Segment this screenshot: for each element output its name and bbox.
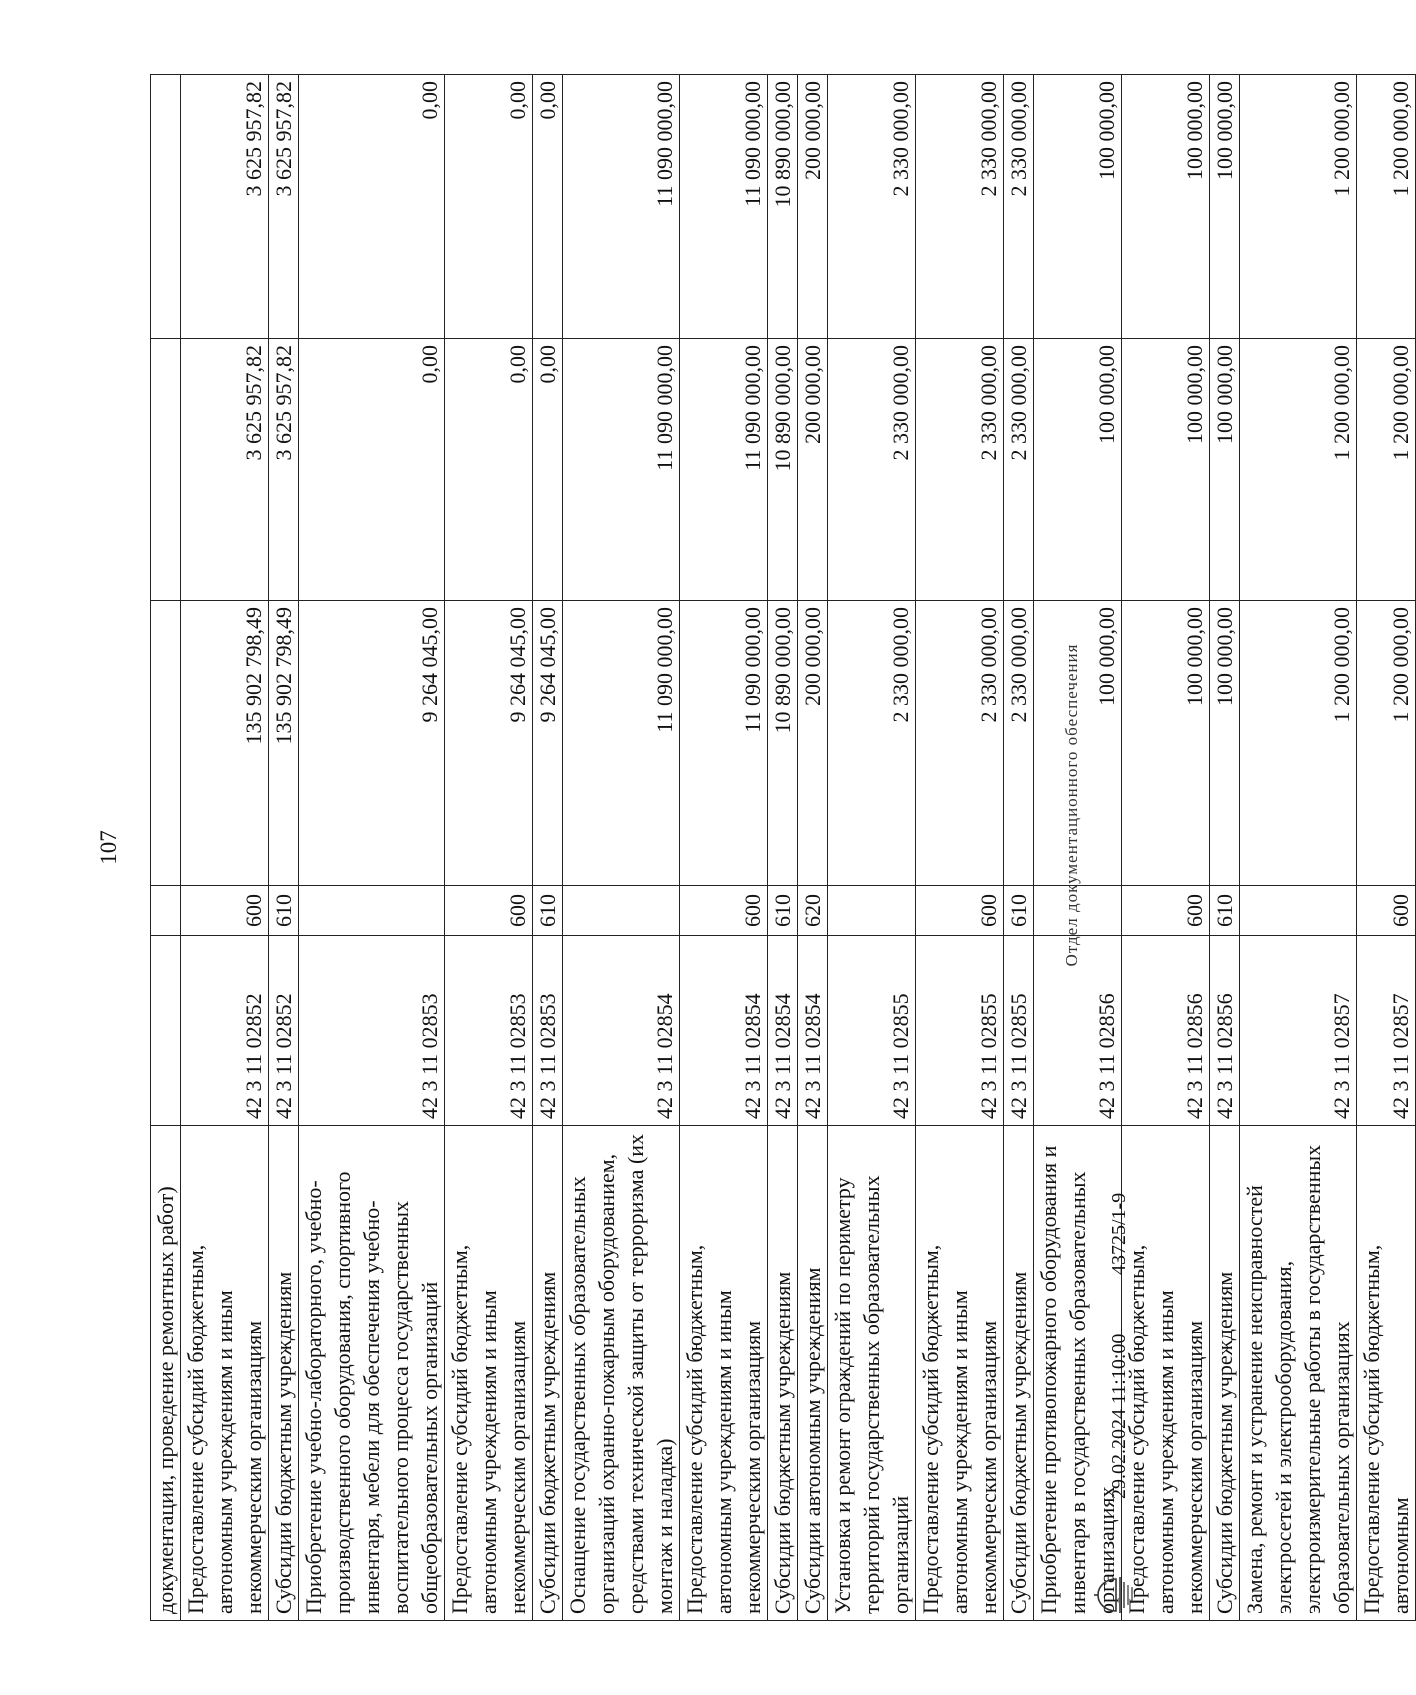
table-row bbox=[798, 75, 828, 1621]
row-amount-2: 2 330 000,00 bbox=[828, 339, 916, 601]
row-amount-3: 0,00 bbox=[299, 75, 445, 339]
row-description: Предоставление субсидий бюджетным, автономным учреждениям и иным некоммерческим организациям bbox=[445, 1126, 533, 1621]
row-description: Приобретение учебно-лабораторного, учебно-производственного оборудования, спортивного инвентаря, мебели для обеспечения учебно-воспитательного процесса государственных общеобразовательных организаций bbox=[299, 1126, 445, 1621]
row-amount-1: 200 000,00 bbox=[798, 601, 828, 886]
row-code: 42 3 11 02852 bbox=[269, 936, 299, 1126]
table-row bbox=[768, 75, 798, 1621]
row-amount-3: 2 330 000,00 bbox=[1004, 75, 1034, 339]
table-row bbox=[1122, 75, 1210, 1621]
budget-table-body bbox=[151, 75, 1416, 1621]
row-vr: 610 bbox=[1210, 886, 1240, 936]
row-amount-1: 10 890 000,00 bbox=[768, 601, 798, 886]
row-amount-2: 11 090 000,00 bbox=[563, 339, 680, 601]
row-amount-1: 100 000,00 bbox=[1122, 601, 1210, 886]
row-amount-1: 9 264 045,00 bbox=[533, 601, 563, 886]
row-vr: 600 bbox=[445, 886, 533, 936]
row-amount-1: 100 000,00 bbox=[1210, 601, 1240, 886]
table-row bbox=[563, 75, 680, 1621]
row-amount-2: 1 200 000,00 bbox=[1357, 339, 1416, 601]
row-amount-2: 100 000,00 bbox=[1210, 339, 1240, 601]
duma-emblem-icon bbox=[1092, 1573, 1136, 1617]
row-amount-3: 11 090 000,00 bbox=[680, 75, 768, 339]
row-code: 42 3 11 02853 bbox=[533, 936, 563, 1126]
row-vr bbox=[299, 886, 445, 936]
row-vr: 600 bbox=[916, 886, 1004, 936]
row-amount-3: 0,00 bbox=[445, 75, 533, 339]
table-row bbox=[1210, 75, 1240, 1621]
row-code: 42 3 11 02857 bbox=[1240, 936, 1357, 1126]
table-row bbox=[299, 75, 445, 1621]
row-amount-3: 200 000,00 bbox=[798, 75, 828, 339]
row-amount-2: 2 330 000,00 bbox=[916, 339, 1004, 601]
table-row bbox=[1357, 75, 1416, 1621]
row-amount-2: 11 090 000,00 bbox=[680, 339, 768, 601]
row-vr: 610 bbox=[533, 886, 563, 936]
row-code: 42 3 11 02852 bbox=[181, 936, 269, 1126]
row-description: Предоставление субсидий бюджетным, автономным bbox=[1357, 1126, 1416, 1621]
row-vr bbox=[1240, 886, 1357, 936]
row-amount-1: 135 902 798,49 bbox=[181, 601, 269, 886]
row-description: Приобретение противопожарного оборудования и инвентаря в государственных образовательных организациях bbox=[1034, 1126, 1122, 1621]
row-vr: 600 bbox=[181, 886, 269, 936]
row-amount-1: 11 090 000,00 bbox=[563, 601, 680, 886]
row-amount-2: 10 890 000,00 bbox=[768, 339, 798, 601]
row-vr: 610 bbox=[1004, 886, 1034, 936]
row-code: 42 3 11 02853 bbox=[299, 936, 445, 1126]
row-amount-2 bbox=[151, 339, 181, 601]
budget-table bbox=[150, 74, 1416, 1621]
row-amount-3: 100 000,00 bbox=[1122, 75, 1210, 339]
row-amount-2: 200 000,00 bbox=[798, 339, 828, 601]
row-code: 42 3 11 02856 bbox=[1122, 936, 1210, 1126]
table-row bbox=[151, 75, 181, 1621]
row-amount-2: 0,00 bbox=[299, 339, 445, 601]
table-row bbox=[828, 75, 916, 1621]
row-vr bbox=[563, 886, 680, 936]
row-amount-3: 3 625 957,82 bbox=[181, 75, 269, 339]
row-vr: 610 bbox=[768, 886, 798, 936]
row-description: Замена, ремонт и устранение неисправностей электросетей и электрооборудования, электроизмерительные работы в государственных образовательных организациях bbox=[1240, 1126, 1357, 1621]
row-description: Установка и ремонт ограждений по периметру территорий государственных образовательных организаций bbox=[828, 1126, 916, 1621]
row-amount-2: 3 625 957,82 bbox=[181, 339, 269, 601]
row-amount-3: 2 330 000,00 bbox=[828, 75, 916, 339]
row-description: Субсидии бюджетным учреждениям bbox=[1004, 1126, 1034, 1621]
row-amount-1: 9 264 045,00 bbox=[445, 601, 533, 886]
row-amount-3: 2 330 000,00 bbox=[916, 75, 1004, 339]
row-amount-2: 3 625 957,82 bbox=[269, 339, 299, 601]
row-amount-2: 0,00 bbox=[445, 339, 533, 601]
row-code: 42 3 11 02855 bbox=[1004, 936, 1034, 1126]
row-vr: 600 bbox=[680, 886, 768, 936]
page-number: 107 bbox=[96, 830, 121, 865]
row-code: 42 3 11 02857 bbox=[1357, 936, 1416, 1126]
table-row bbox=[1004, 75, 1034, 1621]
row-description: Субсидии бюджетным учреждениям bbox=[533, 1126, 563, 1621]
row-code: 42 3 11 02854 bbox=[563, 936, 680, 1126]
row-amount-1: 11 090 000,00 bbox=[680, 601, 768, 886]
row-description: Оснащение государственных образовательных организаций охранно-пожарным оборудованием, средствами технической защиты от терроризма (их монтаж и наладка) bbox=[563, 1126, 680, 1621]
row-amount-1: 1 200 000,00 bbox=[1357, 601, 1416, 886]
row-code: 42 3 11 02856 bbox=[1210, 936, 1240, 1126]
row-description: Предоставление субсидий бюджетным, автономным учреждениям и иным некоммерческим организациям bbox=[916, 1126, 1004, 1621]
row-description: Предоставление субсидий бюджетным, автономным учреждениям и иным некоммерческим организациям bbox=[680, 1126, 768, 1621]
table-row bbox=[916, 75, 1004, 1621]
row-vr: 610 bbox=[269, 886, 299, 936]
row-amount-3 bbox=[151, 75, 181, 339]
footer-doc-number: 43725/1-9 bbox=[1108, 1192, 1130, 1275]
footer-date: 29.02.2024 11:10:00 bbox=[1108, 1333, 1130, 1499]
row-amount-1: 2 330 000,00 bbox=[916, 601, 1004, 886]
row-amount-3: 100 000,00 bbox=[1210, 75, 1240, 339]
row-code: 42 3 11 02854 bbox=[768, 936, 798, 1126]
table-row bbox=[269, 75, 299, 1621]
table-row bbox=[1240, 75, 1357, 1621]
row-description: Предоставление субсидий бюджетным, автономным учреждениям и иным некоммерческим организациям bbox=[1122, 1126, 1210, 1621]
row-amount-1: 135 902 798,49 bbox=[269, 601, 299, 886]
row-code: 42 3 11 02855 bbox=[828, 936, 916, 1126]
row-amount-3: 0,00 bbox=[533, 75, 563, 339]
table-row bbox=[680, 75, 768, 1621]
row-amount-3: 1 200 000,00 bbox=[1240, 75, 1357, 339]
row-description: Предоставление субсидий бюджетным, автономным учреждениям и иным некоммерческим организациям bbox=[181, 1126, 269, 1621]
row-code: 42 3 11 02854 bbox=[798, 936, 828, 1126]
row-amount-1 bbox=[151, 601, 181, 886]
row-amount-1: 100 000,00 bbox=[1034, 601, 1122, 886]
row-amount-2: 1 200 000,00 bbox=[1240, 339, 1357, 601]
row-amount-1: 2 330 000,00 bbox=[1004, 601, 1034, 886]
row-code bbox=[151, 936, 181, 1126]
row-description: документации, проведение ремонтных работ) bbox=[151, 1126, 181, 1621]
row-amount-3: 3 625 957,82 bbox=[269, 75, 299, 339]
table-row bbox=[181, 75, 269, 1621]
row-amount-1: 2 330 000,00 bbox=[828, 601, 916, 886]
row-amount-3: 1 200 000,00 bbox=[1357, 75, 1416, 339]
row-code: 42 3 11 02856 bbox=[1034, 936, 1122, 1126]
row-amount-2: 2 330 000,00 bbox=[1004, 339, 1034, 601]
row-code: 42 3 11 02855 bbox=[916, 936, 1004, 1126]
row-vr: 600 bbox=[1122, 886, 1210, 936]
row-amount-1: 9 264 045,00 bbox=[299, 601, 445, 886]
row-amount-3: 10 890 000,00 bbox=[768, 75, 798, 339]
row-amount-3: 100 000,00 bbox=[1034, 75, 1122, 339]
row-amount-3: 11 090 000,00 bbox=[563, 75, 680, 339]
row-vr bbox=[151, 886, 181, 936]
row-vr bbox=[828, 886, 916, 936]
row-amount-2: 0,00 bbox=[533, 339, 563, 601]
row-vr: 600 bbox=[1357, 886, 1416, 936]
table-row bbox=[445, 75, 533, 1621]
row-amount-2: 100 000,00 bbox=[1034, 339, 1122, 601]
row-code: 42 3 11 02853 bbox=[445, 936, 533, 1126]
row-description: Субсидии автономным учреждениям bbox=[798, 1126, 828, 1621]
row-amount-1: 1 200 000,00 bbox=[1240, 601, 1357, 886]
row-vr: 620 bbox=[798, 886, 828, 936]
table-row bbox=[533, 75, 563, 1621]
footer-department: Отдел документационного обеспечения bbox=[1062, 643, 1081, 967]
row-description: Субсидии бюджетным учреждениям bbox=[1210, 1126, 1240, 1621]
row-amount-2: 100 000,00 bbox=[1122, 339, 1210, 601]
row-description: Субсидии бюджетным учреждениям bbox=[269, 1126, 299, 1621]
row-description: Субсидии бюджетным учреждениям bbox=[768, 1126, 798, 1621]
row-code: 42 3 11 02854 bbox=[680, 936, 768, 1126]
